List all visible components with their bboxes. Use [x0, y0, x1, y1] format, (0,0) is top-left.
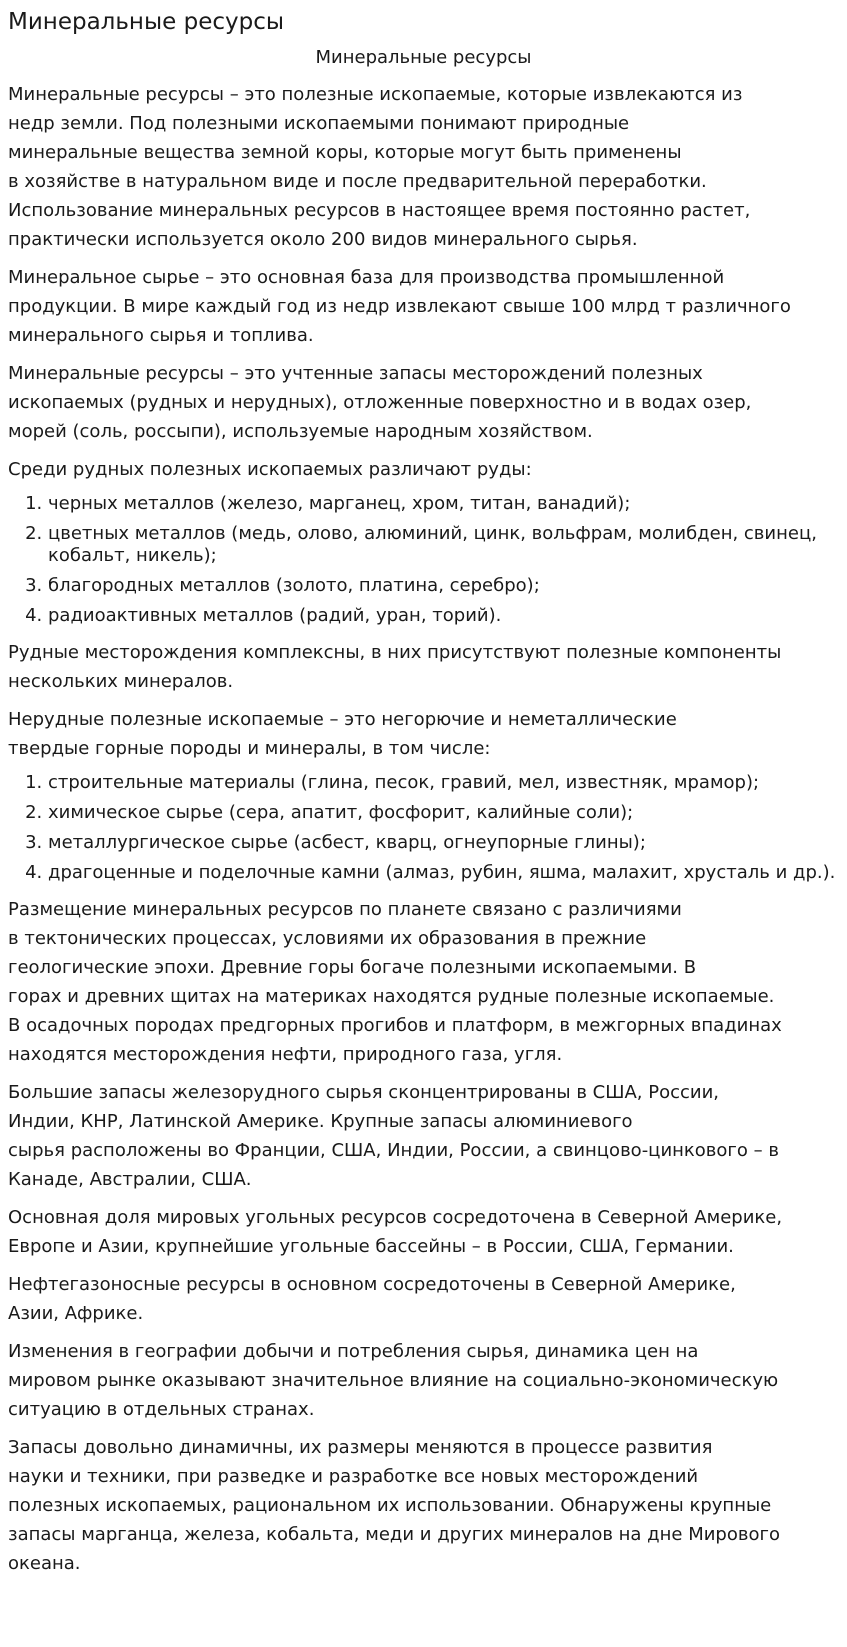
- nonore-list: [8, 772, 839, 884]
- list-item: 3. металлургическое сырье (асбест, кварц, огнеупорные глины);: [48, 832, 839, 854]
- page-title: Минеральные ресурсы: [8, 9, 284, 35]
- list-item: 1. строительные материалы (глина, песок, гравий, мел, известняк, мрамор);: [48, 772, 839, 794]
- paragraph-ore-deposits: Рудные месторождения комплексны, в них присутствуют полезные компоненты нескольких минералов.: [8, 642, 782, 692]
- paragraph-coal: Основная доля мировых угольных ресурсов сосредоточена в Северной Америке, Европе и Азии, крупнейшие угольные бассейны – в России, США, Германии.: [8, 1207, 783, 1257]
- paragraph-ore-intro: Среди рудных полезных ископаемых различают руды:: [8, 459, 532, 480]
- list-item: 4. драгоценные и поделочные камни (алмаз, рубин, яшма, малахит, хрусталь и др.).: [48, 862, 839, 884]
- paragraph-distribution: Размещение минеральных ресурсов по планете связано с различиями в тектонических процессах, условиями их образования в прежние геологические эпохи. Древние горы богаче полезными ископаемыми. В горах и древних щитах на материках находятся рудные полезные ископаемые. В осадочных породах предгорных прогибов и платформ, в межгорных впадинах находятся месторождения нефти, природного газа, угля.: [8, 899, 782, 1065]
- paragraph-nonore-intro: Нерудные полезные ископаемые – это негорючие и неметаллические твердые горные породы и минералы, в том числе:: [8, 709, 677, 759]
- paragraph-reserves: Минеральные ресурсы – это учтенные запасы месторождений полезных ископаемых (рудных и нерудных), отложенные поверхностно и в водах озер, морей (соль, россыпи), используемые народным хозяйством.: [8, 363, 752, 442]
- list-item: 1. черных металлов (железо, марганец, хром, титан, ванадий);: [48, 493, 839, 515]
- article-heading: Минеральные ресурсы: [315, 47, 532, 68]
- list-item: 2. химическое сырье (сера, апатит, фосфорит, калийные соли);: [48, 802, 839, 824]
- paragraph-raw-materials: Минеральное сырье – это основная база для производства промышленной продукции. В мире каждый год из недр извлекают свыше 100 млрд т различного минерального сырья и топлива.: [8, 267, 791, 346]
- ore-list: [8, 493, 839, 627]
- list-item: 3. благородных металлов (золото, платина, серебро);: [48, 575, 839, 597]
- list-item: 4. радиоактивных металлов (радий, уран, торий).: [48, 605, 839, 627]
- paragraph-geography-changes: Изменения в географии добычи и потребления сырья, динамика цен на мировом рынке оказывают значительное влияние на социально-экономическую ситуацию в отдельных странах.: [8, 1341, 779, 1420]
- paragraph-reserves-dynamics: Запасы довольно динамичны, их размеры меняются в процессе развития науки и техники, при разведке и разработке все новых месторождений полезных ископаемых, рациональном их использовании. Обнаружены крупные запасы марганца, железа, кобальта, меди и других минералов на дне Мирового океана.: [8, 1437, 780, 1574]
- paragraph-oil-gas: Нефтегазоносные ресурсы в основном сосредоточены в Северной Америке, Азии, Африке.: [8, 1274, 736, 1324]
- paragraph-iron-aluminium: Большие запасы железорудного сырья сконцентрированы в США, России, Индии, КНР, Латинской Америке. Крупные запасы алюминиевого сырья расположены во Франции, США, Индии, России, а свинцово-цинкового – в Канаде, Австралии, США.: [8, 1082, 779, 1190]
- list-item: 2. цветных металлов (медь, олово, алюминий, цинк, вольфрам, молибден, свинец, кобальт, никель);: [48, 523, 839, 567]
- document-page: [0, 8, 847, 1578]
- paragraph-definition: Минеральные ресурсы – это полезные ископаемые, которые извлекаются из недр земли. Под полезными ископаемыми понимают природные минеральные вещества земной коры, которые могут быть применены в хозяйстве в натуральном виде и после предварительной переработки. Использование минеральных ресурсов в настоящее время постоянно растет, практически используется около 200 видов минерального сырья.: [8, 84, 751, 250]
